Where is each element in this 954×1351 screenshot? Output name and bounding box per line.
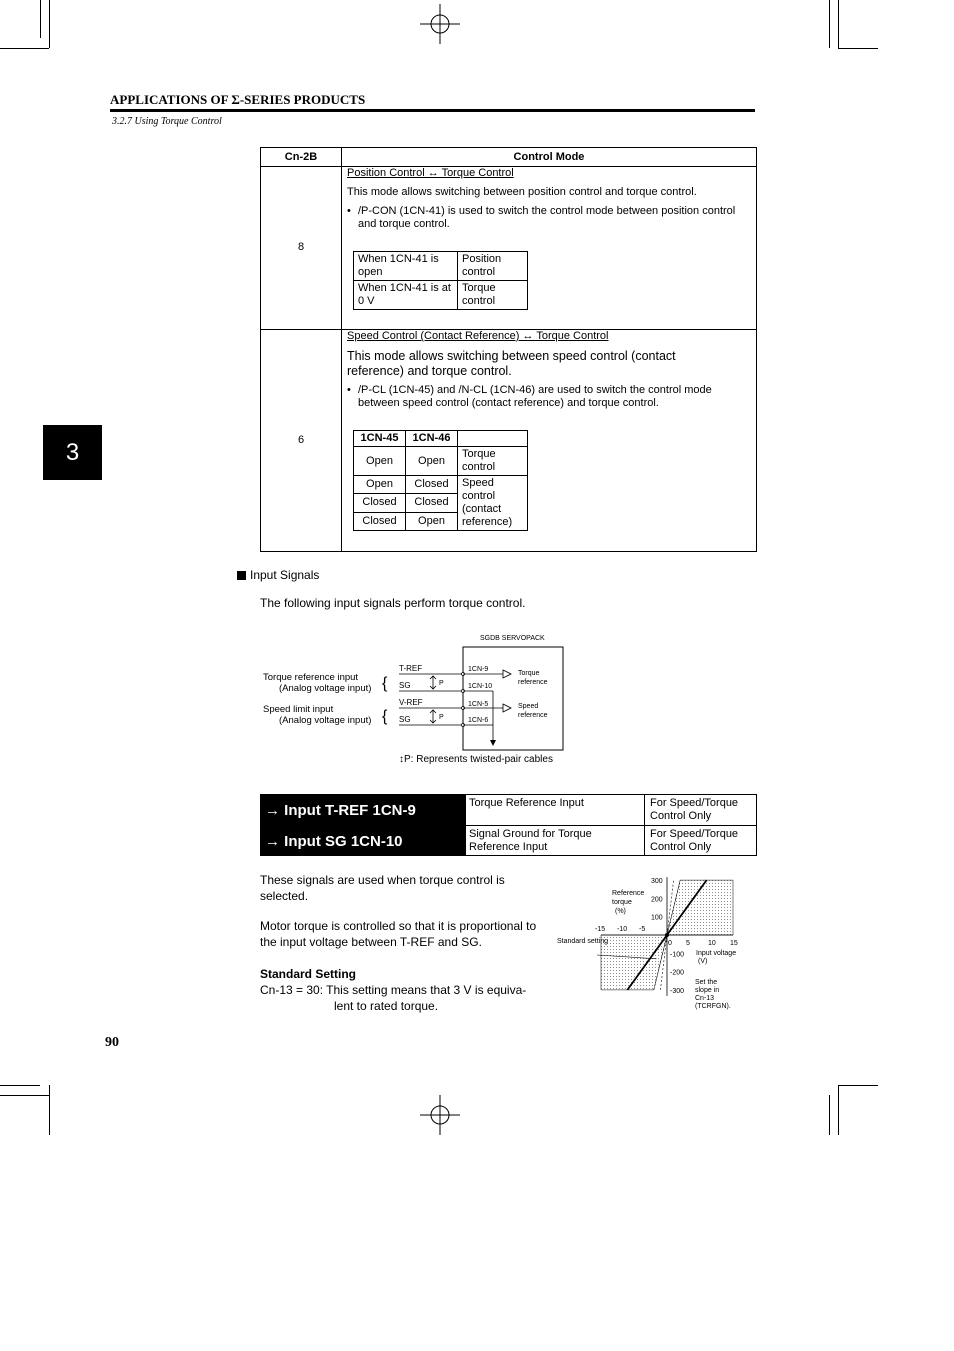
chart-annotation: Cn-13 <box>695 995 715 1002</box>
signal-name: SG <box>399 681 411 690</box>
table-cell: Closed <box>354 512 406 530</box>
y-tick-label: -100 <box>670 951 685 959</box>
table-header: 1CN-45 <box>354 431 406 447</box>
crop-mark <box>49 0 50 48</box>
cn2b-value: 8 <box>297 241 305 253</box>
x-axis-label: (V) <box>698 958 708 965</box>
header-rule <box>110 109 755 112</box>
table-row <box>354 447 528 476</box>
twisted-pair-icon <box>430 710 436 723</box>
page-number: 90 <box>105 1035 119 1050</box>
body-paragraph: Motor torque is controlled so that it is proportional to the input voltage between T-REF and SG. <box>260 919 537 949</box>
intro-text: The following input signals perform torque control. <box>260 596 526 610</box>
registration-target-icon <box>420 4 460 44</box>
section-heading <box>237 568 319 582</box>
crop-mark <box>829 0 830 48</box>
output-label: reference <box>518 679 548 686</box>
pin-label: 1CN-10 <box>468 683 493 690</box>
column-header-cn2b: Cn-2B <box>284 151 318 163</box>
y-tick-label: 200 <box>651 896 663 904</box>
table-cell: Speed control (contact reference) <box>458 476 528 531</box>
output-label: Torque <box>518 670 540 677</box>
y-tick-label: 100 <box>651 914 663 922</box>
switch-table-position <box>353 251 528 310</box>
table-cell: Closed <box>354 494 406 512</box>
arrow-icon <box>503 670 511 678</box>
signal-name-tref: → Input T-REF 1CN-9 <box>261 795 466 825</box>
chart-annotation: slope in <box>695 987 720 994</box>
mode-description: This mode allows switching between speed control (contact reference) and torque control. <box>347 349 676 378</box>
table-cell: Open <box>354 476 406 494</box>
table-row <box>354 431 528 447</box>
crop-mark <box>49 1085 50 1135</box>
table-header: 1CN-46 <box>406 431 458 447</box>
wiring-diagram <box>255 630 575 770</box>
crop-mark <box>0 1095 49 1096</box>
table-cell: Closed <box>406 494 458 512</box>
crop-mark <box>838 1085 839 1135</box>
crop-mark <box>838 1085 878 1086</box>
chapter-tab: 3 <box>43 425 102 480</box>
brace-icon: { <box>382 708 388 725</box>
signal-name: V-REF <box>399 698 423 707</box>
signal-name-sg: → Input SG 1CN-10 <box>261 826 466 856</box>
crop-mark <box>838 48 878 49</box>
table-header <box>458 431 528 447</box>
arrow-icon <box>503 704 511 712</box>
section-heading-text: Input Signals <box>250 568 320 582</box>
table-row <box>354 281 528 310</box>
x-tick-label: -10 <box>617 926 628 933</box>
standard-setting-text: Cn-13 = 30: This setting means that 3 V is equiva- <box>260 983 527 997</box>
y-axis-label: (%) <box>615 908 626 915</box>
table-cell: When 1CN-41 is at 0 V <box>354 281 458 310</box>
signal-scope: For Speed/Torque Control Only <box>650 797 739 822</box>
table-cell: Open <box>406 447 458 476</box>
twisted-pair-icon <box>430 676 436 689</box>
table-cell: Position control <box>458 252 528 281</box>
crop-mark <box>0 1085 40 1086</box>
signal-scope: For Speed/Torque Control Only <box>650 828 739 853</box>
standard-setting-text: lent to rated torque. <box>334 999 439 1013</box>
running-header-section: 3.2.7 Using Torque Control <box>112 116 222 127</box>
input-label: (Analog voltage input) <box>279 715 372 726</box>
table-cell: Torque control <box>458 281 528 310</box>
table-cell: Open <box>406 512 458 530</box>
x-tick-label: -5 <box>639 926 646 933</box>
signal-name: T-REF <box>399 664 423 673</box>
mode-bullet: • /P-CON (1CN-41) is used to switch the control mode between position control and torque control. <box>347 205 747 231</box>
input-label: Torque reference input <box>263 672 359 683</box>
signal-description: Signal Ground for Torque Reference Input <box>469 828 592 853</box>
origin-point <box>665 933 669 937</box>
torque-reference-chart <box>555 873 755 1018</box>
servopack-label: SGDB SERVOPACK <box>480 635 545 642</box>
crop-mark <box>0 48 49 49</box>
crop-mark <box>40 0 41 38</box>
x-tick-label: -15 <box>595 926 606 933</box>
y-tick-label: -300 <box>670 987 685 995</box>
table-row <box>354 252 528 281</box>
servopack-box <box>463 647 563 750</box>
running-header-title: APPLICATIONS OF Σ-SERIES PRODUCTS <box>110 92 366 107</box>
chart-annotation: Set the <box>695 979 718 986</box>
input-label: Speed limit input <box>263 704 334 715</box>
chart-annotation: Standard setting <box>557 938 608 945</box>
mode-title: Speed Control (Contact Reference) ↔ Torque Control <box>347 330 609 342</box>
x-tick-label: 5 <box>686 940 690 947</box>
column-header-control-mode: Control Mode <box>513 151 585 163</box>
table-divider <box>644 795 645 855</box>
y-tick-label: 300 <box>651 878 663 886</box>
table-divider <box>341 148 342 551</box>
table-row <box>354 476 528 494</box>
table-cell: When 1CN-41 is open <box>354 252 458 281</box>
mode-description: This mode allows switching between position control and torque control. <box>347 186 697 198</box>
cn2b-value: 6 <box>297 434 305 446</box>
pin-label: 1CN-5 <box>468 701 489 708</box>
signal-name: SG <box>399 715 411 724</box>
y-tick-label: -200 <box>670 969 685 977</box>
crop-mark <box>829 1095 830 1135</box>
control-mode-table <box>260 147 757 552</box>
switch-table-speed <box>353 430 528 531</box>
signal-table <box>260 794 757 856</box>
table-divider <box>261 825 756 826</box>
table-cell: Open <box>354 447 406 476</box>
x-tick-label: 0 <box>668 940 672 947</box>
brace-icon: { <box>382 675 388 692</box>
table-cell: Closed <box>406 476 458 494</box>
twisted-pair-mark: P <box>439 680 444 687</box>
signal-description: Torque Reference Input <box>469 797 584 809</box>
y-axis-label: torque <box>612 899 632 906</box>
registration-target-icon <box>420 1095 460 1135</box>
x-tick-label: 10 <box>708 940 716 947</box>
pin-label: 1CN-6 <box>468 717 489 724</box>
output-label: reference <box>518 712 548 719</box>
wiring-footnote: ↕P: Represents twisted-pair cables <box>399 754 553 765</box>
mode-bullet: • /P-CL (1CN-45) and /N-CL (1CN-46) are used to switch the control mode between speed control (contact reference) and torque control. <box>347 384 747 410</box>
table-cell: Torque control <box>458 447 528 476</box>
ground-arrow-icon <box>490 740 496 746</box>
input-label: (Analog voltage input) <box>279 683 372 694</box>
x-axis-label: Input voltage <box>696 950 737 957</box>
pin-label: 1CN-9 <box>468 666 489 673</box>
standard-setting-heading: Standard Setting <box>260 967 357 981</box>
twisted-pair-mark: P <box>439 714 444 721</box>
mode-title: Position Control ↔ Torque Control <box>347 167 514 179</box>
x-tick-label: 15 <box>730 940 738 947</box>
y-axis-label: Reference <box>612 890 645 897</box>
chart-annotation: (TCRFGN). <box>695 1003 731 1010</box>
square-bullet-icon <box>237 571 246 580</box>
crop-mark <box>838 0 839 48</box>
output-label: Speed <box>518 703 539 710</box>
body-paragraph: These signals are used when torque control is selected. <box>260 873 505 903</box>
